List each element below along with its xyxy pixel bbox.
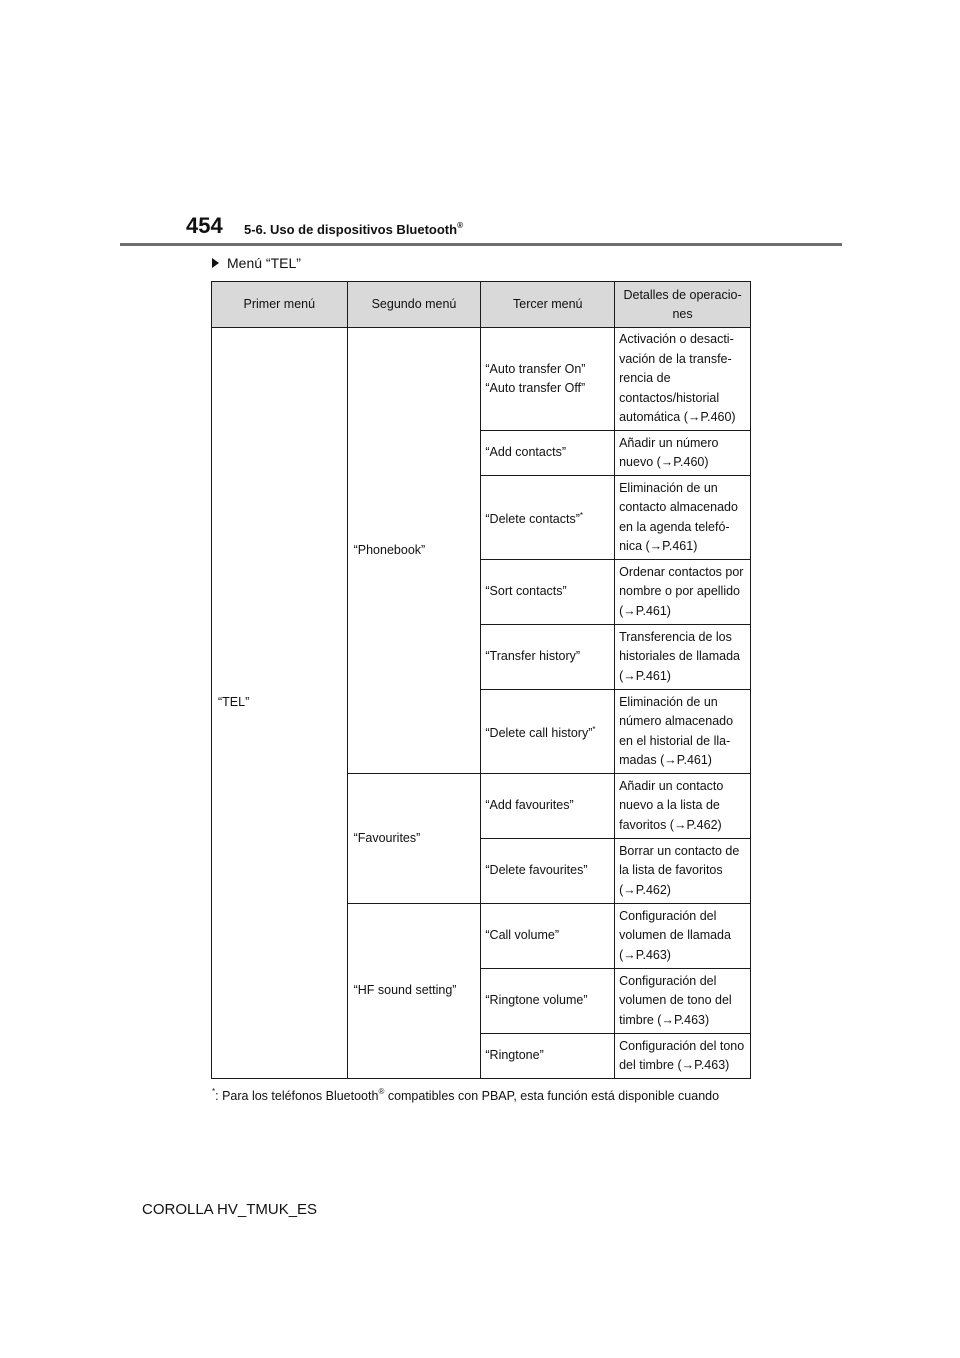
footnote: [212, 1087, 719, 1103]
details-cell: Eliminación de un contacto almacenado en la agenda telefó-nica (→P.461): [615, 476, 751, 560]
details-cell: Activación o desacti-vación de la transfe-rencia de contactos/historial automática (→P.460): [615, 328, 751, 431]
details-cell: Configuración del volumen de tono del timbre (→P.463): [615, 969, 751, 1034]
details-cell: Eliminación de un número almacenado en el historial de lla-madas (→P.461): [615, 690, 751, 774]
details-cell: Configuración del volumen de llamada (→P.463): [615, 904, 751, 969]
header-first-menu: Primer menú: [212, 282, 348, 328]
footnote-asterisk: *: [212, 1087, 216, 1096]
footnote-text-before: : Para los teléfonos Bluetooth: [215, 1089, 379, 1103]
section-title: [244, 221, 463, 237]
third-menu-cell: “Ringtone”: [481, 1034, 615, 1079]
menu-heading-text: Menú “TEL”: [227, 255, 301, 271]
table-row: [212, 328, 751, 431]
second-menu-cell: “Favourites”: [347, 774, 481, 904]
second-menu-cell: “Phonebook”: [347, 328, 481, 774]
triangle-bullet-icon: [212, 258, 219, 268]
details-cell: Transferencia de los historiales de llamada (→P.461): [615, 625, 751, 690]
third-menu-cell: “Transfer history”: [481, 625, 615, 690]
footnote-registered-mark: ®: [378, 1087, 385, 1096]
details-cell: Borrar un contacto de la lista de favoritos (→P.462): [615, 839, 751, 904]
footer-model: COROLLA HV_TMUK_ES: [142, 1201, 318, 1218]
third-menu-cell: [481, 690, 615, 774]
header-second-menu: Segundo menú: [347, 282, 481, 328]
first-menu-cell: “TEL”: [212, 328, 348, 1079]
header-rule: [120, 243, 842, 246]
header-details: Detalles de operacio-nes: [615, 282, 751, 328]
third-menu-cell: “Sort contacts”: [481, 560, 615, 625]
third-menu-cell: “Auto transfer On” “Auto transfer Off”: [481, 328, 615, 431]
third-menu-cell: “Add favourites”: [481, 774, 615, 839]
menu-heading: [212, 255, 301, 271]
third-menu-cell: “Add contacts”: [481, 431, 615, 476]
second-menu-cell: “HF sound setting”: [347, 904, 481, 1079]
third-menu-cell: “Delete favourites”: [481, 839, 615, 904]
third-menu-cell: “Ringtone volume”: [481, 969, 615, 1034]
registered-mark: ®: [457, 221, 463, 230]
table-header-row: [212, 282, 751, 328]
menu-table: [211, 281, 751, 1079]
header-third-menu: Tercer menú: [481, 282, 615, 328]
details-cell: Añadir un contacto nuevo a la lista de favoritos (→P.462): [615, 774, 751, 839]
details-cell: Configuración del tono del timbre (→P.463): [615, 1034, 751, 1079]
third-menu-cell: “Call volume”: [481, 904, 615, 969]
third-menu-text: “Delete contacts”: [485, 511, 580, 526]
third-menu-cell: [481, 476, 615, 560]
third-menu-text: “Delete call history”: [485, 725, 593, 740]
footnote-marker: *: [579, 510, 583, 520]
footnote-marker: *: [592, 724, 596, 734]
section-title-text: 5-6. Uso de dispositivos Bluetooth: [244, 222, 458, 237]
details-cell: Añadir un número nuevo (→P.460): [615, 431, 751, 476]
page-number: 454: [186, 213, 223, 238]
details-cell: Ordenar contactos por nombre o por apellido (→P.461): [615, 560, 751, 625]
footnote-text-after: compatibles con PBAP, esta función está disponible cuando: [384, 1089, 720, 1103]
